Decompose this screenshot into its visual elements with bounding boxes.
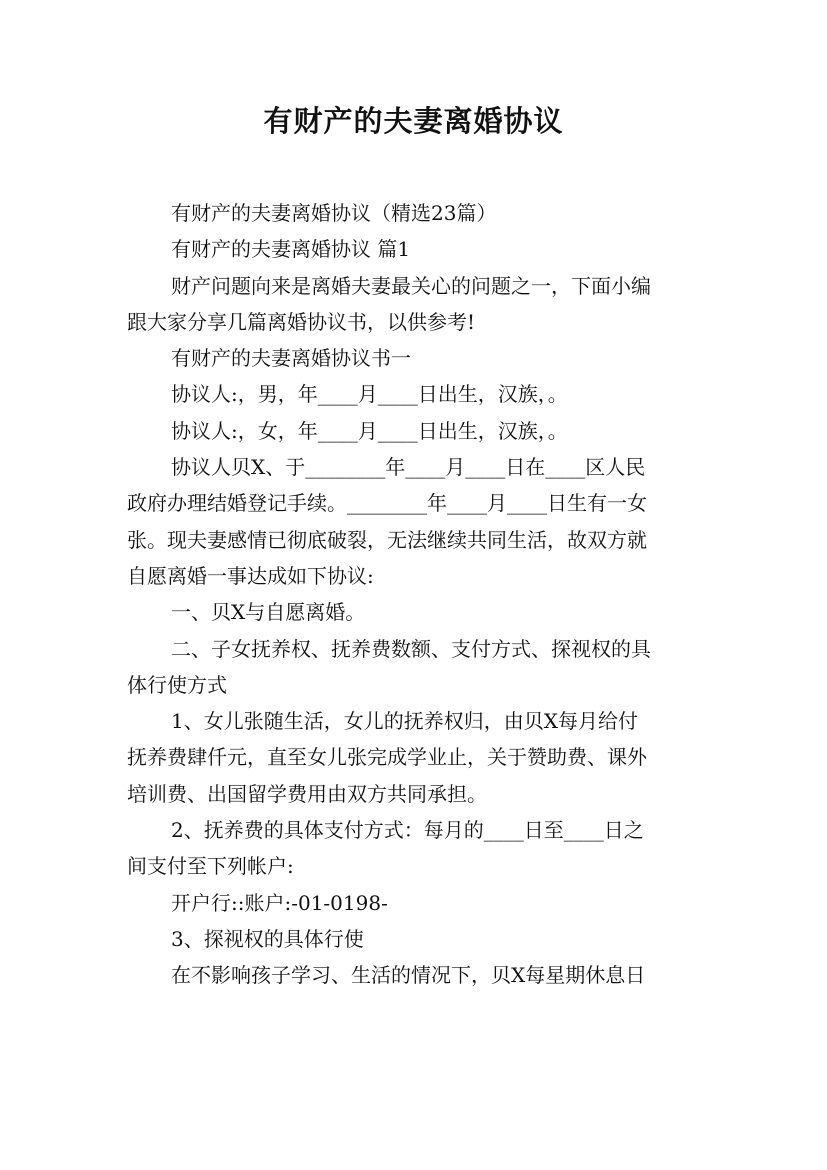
body-line: 2、抚养费的具体支付方式：每月的____日至____日之 xyxy=(171,818,644,843)
body-line: 间支付至下列帐户: xyxy=(127,854,294,879)
body-line: 张。现夫妻感情已彻底破裂，无法继续共同生活，故双方就 xyxy=(127,527,647,552)
body-line: 自愿离婚一事达成如下协议: xyxy=(127,563,374,588)
body-line: 财产问题向来是离婚夫妻最关心的问题之一，下面小编 xyxy=(171,273,651,298)
body-line: 培训费、出国留学费用由双方共同承担。 xyxy=(127,781,487,806)
body-line: 3、探视权的具体行使 xyxy=(171,926,364,951)
document-title: 有财产的夫妻离婚协议 xyxy=(263,104,564,138)
body-line: 跟大家分享几篇离婚协议书，以供参考! xyxy=(127,309,476,334)
body-line: 有财产的夫妻离婚协议 篇1 xyxy=(171,237,411,262)
document-body xyxy=(127,195,703,994)
body-line: 体行使方式 xyxy=(127,672,227,697)
body-line: 二、子女抚养权、抚养费数额、支付方式、探视权的具 xyxy=(171,636,651,661)
body-line: 协议人:，女，年____月____日出生，汉族，。 xyxy=(171,418,568,443)
body-line: 有财产的夫妻离婚协议（精选23篇） xyxy=(171,201,497,225)
body-line: 1、女儿张随生活，女儿的抚养权归，由贝X每月给付 xyxy=(171,709,638,734)
body-line: 有财产的夫妻离婚协议书一 xyxy=(171,346,411,371)
body-line: 协议人贝X、于________年____月____日在____区人民 xyxy=(171,455,646,480)
body-line: 抚养费肆仟元，直至女儿张完成学业止，关于赞助费、课外 xyxy=(127,745,647,770)
body-line: 开户行::账户:-01-0198- xyxy=(171,890,388,915)
body-line: 政府办理结婚登记手续。________年____月____日生有一女 xyxy=(127,491,647,516)
body-line: 一、贝X与自愿离婚。 xyxy=(171,600,366,625)
body-line: 协议人:，男，年____月____日出生，汉族，。 xyxy=(171,382,568,407)
body-line: 在不影响孩子学习、生活的情况下，贝X每星期休息日 xyxy=(171,963,646,988)
